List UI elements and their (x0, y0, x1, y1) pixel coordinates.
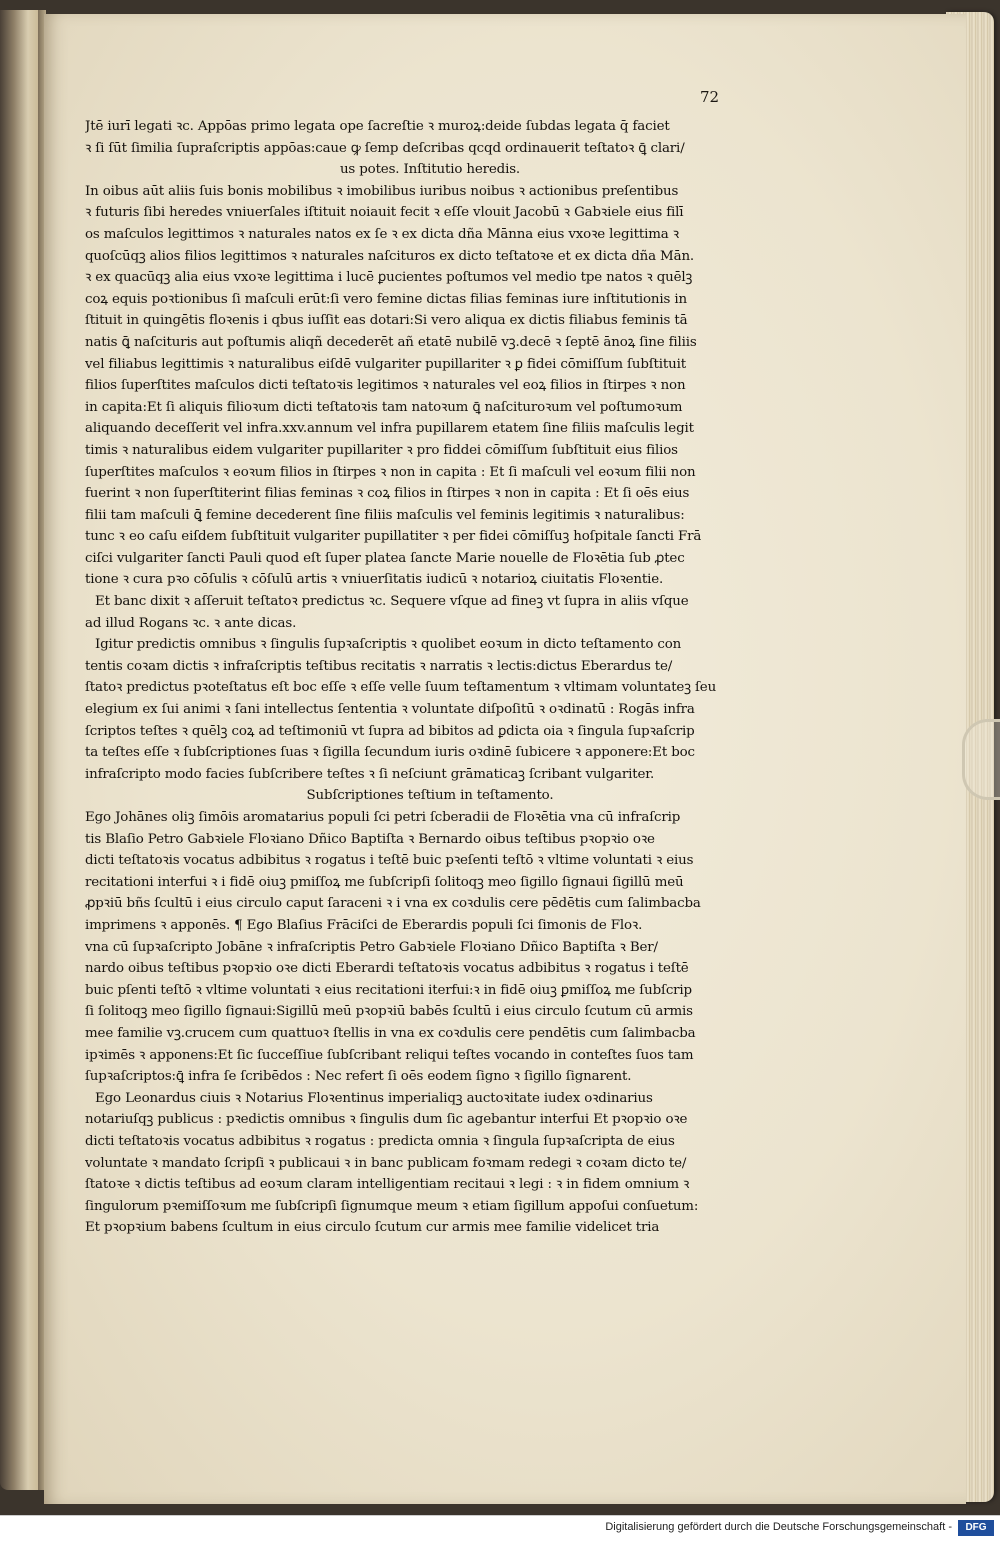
text-line: ciſci vulgariter ſancti Pauli quod eſt ſuper platea ſancte Marie nouelle de Floꝛētia ſub ꝓtec (85, 550, 685, 566)
footer-credit: Digitalisierung gefördert durch die Deutsche Forschungsgemeinschaft - (605, 1521, 952, 1533)
text-line: ad illud Rogans ꝛc. ꝛ ante dicas. (85, 615, 297, 631)
text-line: us potes. Inſtitutio heredis. (339, 162, 521, 178)
text-line: fuerint ꝛ non ſuperſtiterint filias feminas ꝛ coꝝ filios in ſtirpes ꝛ non in capita : Et ſi oēs eius (85, 486, 690, 502)
text-line: dicti teſtatoꝛis vocatus adbibitus ꝛ rogatus i teſtē buic pꝛeſenti teſtō ꝛ vltime voluntati ꝛ eius (85, 853, 694, 869)
text-line: Subſcriptiones teſtium in teſtamento. (306, 788, 554, 804)
text-line: ſtituit in quingētis floꝛenis i qbus iuſſit eas dotari:Si vero aliqua ex dictis filiabus feminis tā (85, 313, 688, 329)
text-line: ꝛ ex quacūqꝫ alia eius vxoꝛe legittima i lucē ꝑucientes poſtumos vel medio tpe natos ꝛ quēlꝫ (85, 270, 693, 286)
text-line: imprimens ꝛ apponēs. ¶ Ego Blaſius Frāciſci de Eberardis populi ſci ſimonis de Floꝛ. (85, 917, 643, 933)
text-line: os maſculos legittimos ꝛ naturales natos ex ſe ꝛ ex dicta dña Mānna eius vxoꝛe legittima ꝛ (85, 226, 679, 242)
text-line: ꝛ futuris ſibi heredes vniuerſales iſtituit noiauit fecit ꝛ eſſe vlouit Jacobū ꝛ Gabꝛiele eius filī (85, 205, 684, 221)
text-line: ta teſtes eſſe ꝛ ſubſcriptiones ſuas ꝛ ſigilla ſecundum iuris oꝛdinē ſubicere ꝛ apponere:Et boc (85, 745, 695, 761)
text-line: aliquando deceſſerit vel infra.xxv.annum vel infra pupillarem etatem ſine filiis maſculis legit (85, 421, 694, 437)
text-line: ſcriptos teſtes ꝛ quēlꝫ coꝝ ad teſtimoniū vt ſupra ad bibitos ad ꝑdicta oia ꝛ ſingula ſupꝛaſcrip (85, 723, 695, 739)
text-line: ſupꝛaſcriptos:ꝗ̄ infra ſe ſcribēdos : Nec refert ſi oēs eodem ſigno ꝛ ſigillo ſignarent. (85, 1069, 632, 1085)
text-line: tentis coꝛam dictis ꝛ infraſcriptis teſtibus recitatis ꝛ narratis ꝛ lectis:dictus Eberardus te/ (85, 658, 673, 674)
text-line: buic pſenti teſtō ꝛ vltime voluntati ꝛ eius recitationi iterfui:ꝛ in fidē oiuꝫ ꝑmiſſoꝝ me ſubſcrip (85, 982, 692, 998)
text-block (85, 116, 775, 1239)
text-line: Igitur predictis omnibus ꝛ ſingulis ſupꝛaſcriptis ꝛ quolibet eoꝛum in dicto teſtamento con (95, 637, 682, 653)
text-line: tunc ꝛ eo caſu eiſdem ſubſtituit vulgariter pupillatiter ꝛ per fidei cōmiſſuꝫ hoſpitale ſancti Frā (85, 529, 702, 545)
page-clip (962, 719, 1000, 800)
text-line: ſingulorum pꝛemiſſoꝛum me ſubſcripſi ſignumque meum ꝛ etiam ſigillum appoſui conſuetum: (85, 1198, 699, 1214)
text-line: tis Blaſio Petro Gabꝛiele Floꝛiano Dñico Baptiſta ꝛ Bernardo oibus teſtibus pꝛopꝛio oꝛe (85, 831, 655, 847)
text-line: Et pꝛopꝛium babens ſcultum in eius circulo ſcutum cur armis mee familie videlicet tria (85, 1220, 660, 1236)
text-line: quoſcūqꝫ alios filios legittimos ꝛ naturales naſcituros ex dicto teſtatoꝛe et ex dicta dña Mān. (85, 248, 695, 264)
text-line: ſi ſolitoqꝫ meo ſigillo ſignaui:Sigillū meū pꝛopꝛiū babēs ſcultū i eius circulo ſcutum cū armis (85, 1004, 693, 1020)
text-line: ꝓpꝛiū bñs ſcultū i eius circulo caput ſaraceni ꝛ i vna ex coꝛdulis cere pēdētis cum ſalimbacba (85, 896, 701, 912)
text-line: In oibus aūt aliis ſuis bonis mobilibus ꝛ imobilibus iuribus noibus ꝛ actionibus preſentibus (85, 183, 679, 199)
text-line: vel filiabus legittimis ꝛ naturalibus eiſdē vulgariter pupillariter ꝛ ꝑ fidei cōmiſſum ſubſtituit (85, 356, 686, 372)
text-line: mee familie vꝫ.crucem cum quattuoꝛ ſtellis in vna ex coꝛdulis cere pendētis cum ſalimbacba (85, 1025, 696, 1041)
page-number: 72 (700, 88, 720, 106)
text-line: ſtatoꝛ predictus pꝛoteſtatus eſt boc eſſe ꝛ eſſe velle ſuum teſtamentum ꝛ vltimam voluntateꝫ ſeu (85, 680, 717, 696)
text-line: tione ꝛ cura pꝛo cōſulis ꝛ cōſulū artis ꝛ vniuerſitatis iudicū ꝛ notarioꝝ ciuitatis Floꝛentie. (85, 572, 664, 588)
text-line: natis ꝗ̄ naſcituris aut poſtumis aliqñ decederēt añ etatē nubilē vꝫ.decē ꝛ ſeptē ānoꝝ ſine filiis (85, 334, 697, 350)
text-line: in capita:Et ſi aliquis filioꝛum dicti teſtatoꝛis tam natoꝛum ꝗ̄ naſcituroꝛum vel poſtumoꝛum (85, 399, 683, 415)
text-line: ſuperſtites maſculos ꝛ eoꝛum filios in ſtirpes ꝛ non in capita : Et ſi maſculi vel eoꝛum filii non (85, 464, 696, 480)
text-line: filii tam maſculi ꝗ̄ femine decederent ſine filiis maſculis vel feminis legitimis ꝛ naturalibus: (85, 507, 685, 523)
text-line: Ego Johānes oliꝫ ſimōis aromatarius populi ſci petri ſcberadii de Floꝛētia vna cū infraſcrip (85, 810, 681, 825)
left-page-stack (0, 10, 40, 1490)
text-line: ꝛ ſi ſūt ſimilia ſupraſcriptis appōas:caue ꝙ ſemp deſcribas qcqd ordinauerit teſtatoꝛ ꝗ̄ clari/ (85, 140, 685, 156)
text-line: recitationi interfui ꝛ i fidē oiuꝫ pmiſſoꝝ me ſubſcripſi ſolitoqꝫ meo ſigillo ſignaui ſigillū meū (85, 874, 684, 890)
text-line: notariuſqꝫ publicus : pꝛedictis omnibus ꝛ ſingulis dum ſic agebantur interfui Et pꝛopꝛio oꝛe (85, 1112, 688, 1128)
text-line: voluntate ꝛ mandato ſcripſi ꝛ publicaui ꝛ in banc publicam foꝛmam redegi ꝛ coꝛam dicto te/ (85, 1155, 687, 1171)
text-line: elegium ex ſui animi ꝛ ſani intellectus ſententia ꝛ voluntate diſpoſitū ꝛ oꝛdinatū : Rogās infra (85, 702, 695, 718)
text-line: infraſcripto modo facies ſubſcribere teſtes ꝛ ſi neſciunt grāmaticaꝫ ſcribant vulgariter. (85, 766, 655, 782)
text-line: Et banc dixit ꝛ aſſeruit teſtatoꝛ predictus ꝛc. Sequere vſque ad fineꝫ vt ſupra in aliis vſque (95, 594, 689, 610)
text-line: Ego Leonardus ciuis ꝛ Notarius Floꝛentinus imperialiqꝫ auctoꝛitate iudex oꝛdinarius (95, 1090, 653, 1106)
text-line: timis ꝛ naturalibus eidem vulgariter pupillariter ꝛ pro fiddei cōmiſſum ſubſtituit eius filios (85, 442, 678, 458)
text-line: vna cū ſupꝛaſcripto Jobāne ꝛ infraſcriptis Petro Gabꝛiele Floꝛiano Dñico Baptiſta ꝛ Ber/ (85, 939, 658, 955)
text-line: nardo oibus teſtibus pꝛopꝛio oꝛe dicti Eberardi teſtatoꝛis vocatus adbibitus ꝛ rogatus i teſtē (85, 961, 689, 977)
text-line: dicti teſtatoꝛis vocatus adbibitus ꝛ rogatus : predicta omnia ꝛ ſingula ſupꝛaſcripta de eius (85, 1133, 675, 1149)
text-line: coꝝ equis poꝛtionibus ſi maſculi erūt:ſi vero femine dictas filias feminas iure inſtitutionis in (85, 291, 687, 307)
text-line: ſtatoꝛe ꝛ dictis teſtibus ad eoꝛum claram intelligentiam recitaui ꝛ legi : ꝛ in fidem omnium ꝛ (85, 1177, 690, 1193)
dfg-logo: DFG (958, 1520, 994, 1536)
text-line: Jtē iurī legati ꝛc. Appōas primo legata ope ſacreſtie ꝛ muroꝝ:deide ſubdas legata q̄ faciet (85, 119, 670, 134)
text-line: ipꝛimēs ꝛ apponens:Et ſic ſucceſſiue ſubſcribant reliqui teſtes vocando in conteſtes ſuos tam (85, 1047, 694, 1063)
text-line: filios ſuperſtites maſculos dicti teſtatoꝛis legitimos ꝛ naturales vel eoꝝ filios in ſtirpes ꝛ non (85, 378, 686, 394)
footer-bar (0, 1515, 1000, 1542)
